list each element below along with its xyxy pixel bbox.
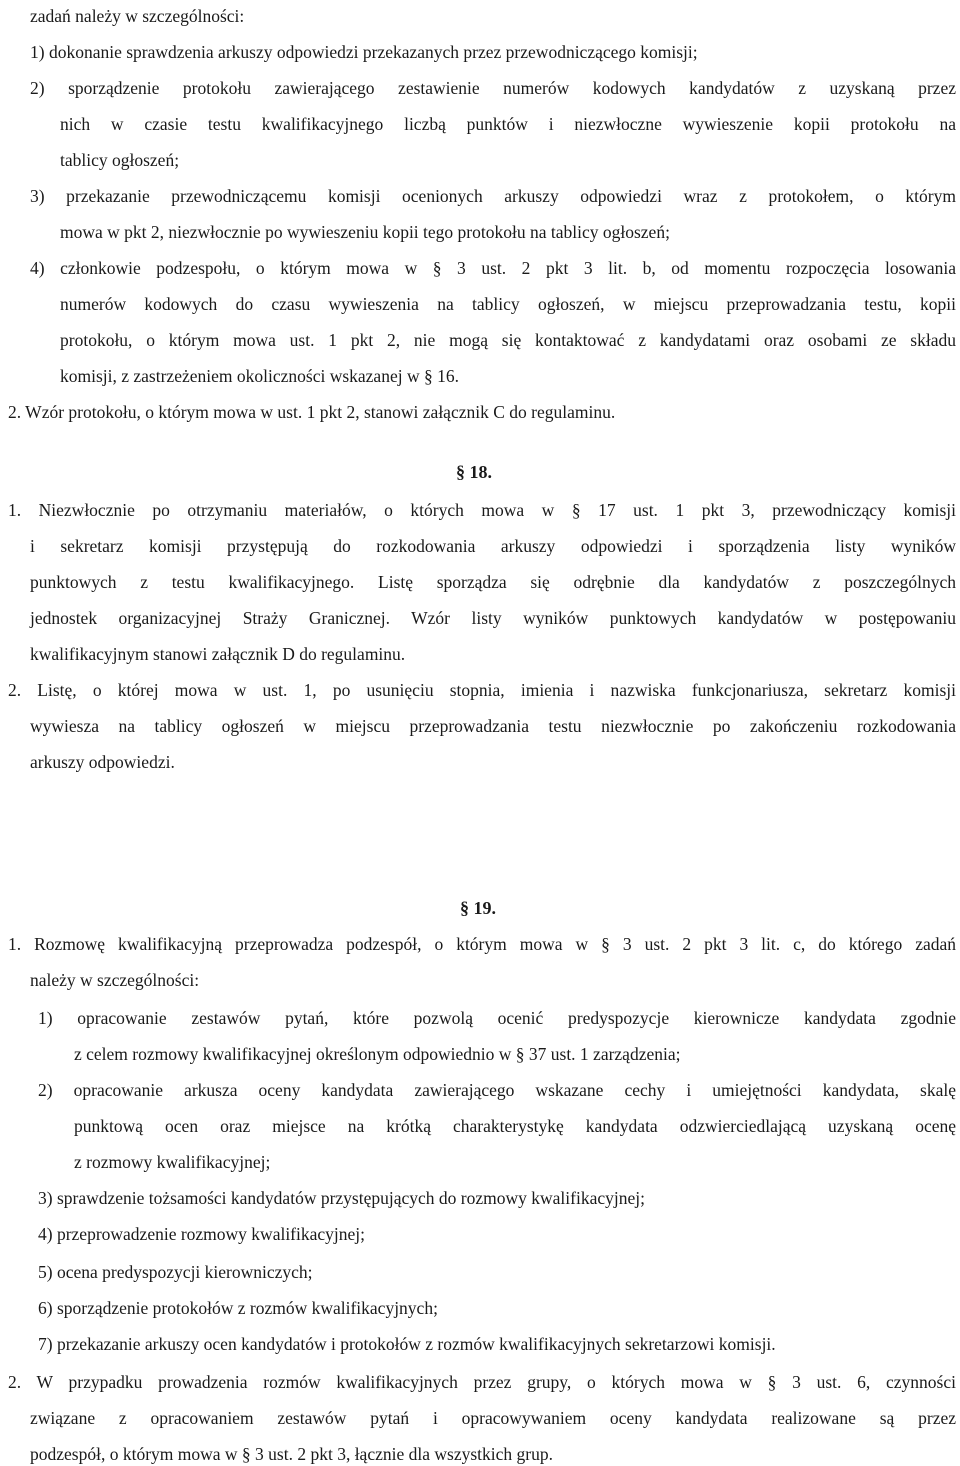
paragraph-continuation: arkuszy odpowiedzi.: [30, 752, 175, 772]
list-item: 5) ocena predyspozycji kierowniczych;: [38, 1262, 313, 1282]
list-item-continuation: komisji, z zastrzeżeniem okoliczności wskazanej w § 16.: [60, 366, 459, 386]
list-item: 3) sprawdzenie tożsamości kandydatów przystępujących do rozmowy kwalifikacyjnej;: [38, 1188, 645, 1208]
list-item-continuation: z celem rozmowy kwalifikacyjnej określonym odpowiednio w § 37 ust. 1 zarządzenia;: [74, 1044, 681, 1064]
paragraph: 1. Rozmowę kwalifikacyjną przeprowadza podzespół, o którym mowa w § 3 ust. 2 pkt 3 lit. c, do którego zadań: [8, 934, 956, 954]
list-item: 4) przeprowadzenie rozmowy kwalifikacyjnej;: [38, 1224, 366, 1244]
paragraph: 2. Listę, o której mowa w ust. 1, po usunięciu stopnia, imienia i nazwiska funkcjonariusza, sekretarz komisji: [8, 680, 956, 700]
paragraph-continuation: i sekretarz komisji przystępują do rozkodowania arkuszy odpowiedzi i sporządzenia listy wyników: [30, 536, 956, 556]
section17-continuation: zadań należy w szczególności:: [30, 6, 245, 26]
list-item-continuation: nich w czasie testu kwalifikacyjnego liczbą punktów i niezwłoczne wywieszenie kopii protokołu na: [60, 114, 956, 134]
paragraph-continuation: wywiesza na tablicy ogłoszeń w miejscu przeprowadzania testu niezwłocznie po zakończeniu rozkodowania: [30, 716, 956, 736]
paragraph-continuation: podzespół, o którym mowa w § 3 ust. 2 pkt 3, łącznie dla wszystkich grup.: [30, 1444, 553, 1464]
list-item-continuation: tablicy ogłoszeń;: [60, 150, 180, 170]
list-item: 7) przekazanie arkuszy ocen kandydatów i protokołów z rozmów kwalifikacyjnych sekretarzowi komisji.: [38, 1334, 776, 1354]
paragraph-continuation: jednostek organizacyjnej Straży Granicznej. Wzór listy wyników punktowych kandydatów w postępowaniu: [30, 608, 956, 628]
paragraph: 2. W przypadku prowadzenia rozmów kwalifikacyjnych przez grupy, o których mowa w § 3 ust. 6, czynności: [8, 1372, 956, 1392]
paragraph-continuation: związane z opracowaniem zestawów pytań i opracowywaniem oceny kandydata realizowane są przez: [30, 1408, 956, 1428]
list-item: 3) przekazanie przewodniczącemu komisji ocenionych arkuszy odpowiedzi wraz z protokołem, o którym: [30, 186, 956, 206]
list-item-continuation: z rozmowy kwalifikacyjnej;: [74, 1152, 271, 1172]
list-item: 6) sporządzenie protokołów z rozmów kwalifikacyjnych;: [38, 1298, 438, 1318]
paragraph-continuation: kwalifikacyjnym stanowi załącznik D do regulaminu.: [30, 644, 406, 664]
list-item: 1) opracowanie zestawów pytań, które pozwolą ocenić predyspozycje kierownicze kandydata zgodnie: [38, 1008, 956, 1028]
paragraph: 1. Niezwłocznie po otrzymaniu materiałów, o których mowa w § 17 ust. 1 pkt 3, przewodniczący komisji: [8, 500, 956, 520]
list-item: 4) członkowie podzespołu, o którym mowa w § 3 ust. 2 pkt 3 lit. b, od momentu rozpoczęcia losowania: [30, 258, 956, 278]
list-item: 2) sporządzenie protokołu zawierającego zestawienie numerów kodowych kandydatów z uzyskaną przez: [30, 78, 956, 98]
section-heading: § 18.: [456, 462, 492, 482]
paragraph-continuation: należy w szczególności:: [30, 970, 200, 990]
paragraph: 2. Wzór protokołu, o którym mowa w ust. 1 pkt 2, stanowi załącznik C do regulaminu.: [8, 402, 616, 422]
list-item-continuation: numerów kodowych do czasu wywieszenia na tablicy ogłoszeń, w miejscu przeprowadzania testu, kopii: [60, 294, 956, 314]
list-item-continuation: protokołu, o którym mowa ust. 1 pkt 2, nie mogą się kontaktować z kandydatami oraz osobami ze składu: [60, 330, 956, 350]
list-item-continuation: punktową ocen oraz miejsce na krótką charakterystykę kandydata odzwierciedlającą uzyskaną ocenę: [74, 1116, 956, 1136]
section-heading: § 19.: [460, 898, 496, 918]
list-item-continuation: mowa w pkt 2, niezwłocznie po wywieszeniu kopii tego protokołu na tablicy ogłoszeń;: [60, 222, 670, 242]
list-item: 1) dokonanie sprawdzenia arkuszy odpowiedzi przekazanych przez przewodniczącego komisji;: [30, 42, 698, 62]
list-item: 2) opracowanie arkusza oceny kandydata zawierającego wskazane cechy i umiejętności kandydata, skalę: [38, 1080, 956, 1100]
paragraph-continuation: punktowych z testu kwalifikacyjnego. Listę sporządza się odrębnie dla kandydatów z poszczególnych: [30, 572, 956, 592]
